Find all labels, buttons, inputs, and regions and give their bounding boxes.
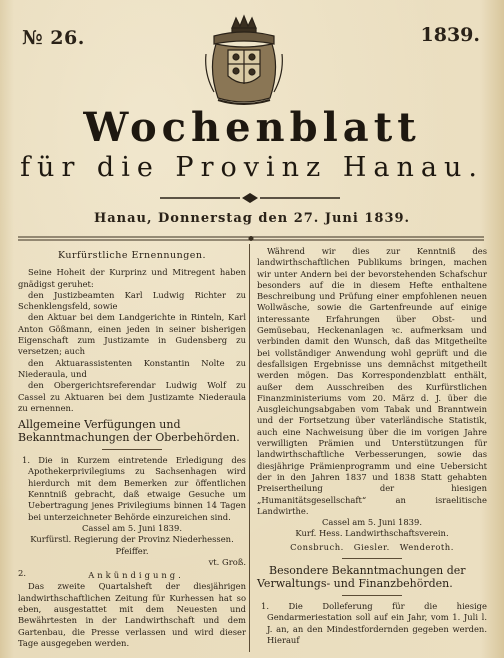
- masthead-title: Wochenblatt: [83, 104, 421, 151]
- announcement-text: Das zweite Quartalsheft der diesjährigen landwirthschaftlichen Zeitung für Kurhessen hat so eben, ausgestattet mit dem Neuesten und Bewährtesten in der Landwirthschaft und dem Gartenbau, die Presse verlassen und wird dieser Tage ausgegeben werden.: [18, 581, 246, 648]
- coat-of-arms-icon: [202, 14, 286, 109]
- signature-row: [257, 542, 487, 553]
- rule: [342, 558, 402, 559]
- paragraph: den Justizbeamten Karl Ludwig Richter zu Schenklengsfeld, sowie: [18, 289, 246, 312]
- signature: Consbruch.: [290, 541, 344, 552]
- signature: Wenderoth.: [399, 541, 454, 552]
- paragraph: den Obergerichtsreferendar Ludwig Wolf zu Cassel zu Aktuaren bei dem Justizamte Niederaula zu ernennen.: [18, 380, 246, 413]
- masthead-subtitle: für die Provinz Hanau.: [20, 152, 484, 183]
- issue-number: № 26.: [22, 27, 85, 49]
- notice-authority: Kurfürstl. Regierung der Provinz Niederhessen.: [30, 534, 234, 545]
- announcement-title: Ankündigung.: [88, 570, 184, 581]
- notice-authority: Kurf. Hess. Landwirthschaftsverein.: [295, 528, 449, 539]
- section-title-ernennungen: Kurfürstliche Ernennungen.: [57, 250, 207, 261]
- notice-date: Cassel am 5. Juni 1839.: [81, 522, 182, 533]
- issue-year: 1839.: [420, 24, 480, 46]
- item-number: 2.: [18, 568, 26, 579]
- announcement-header: [18, 568, 246, 581]
- right-column: [257, 246, 487, 646]
- paragraph: Seine Hoheit der Kurprinz und Mitregent haben gnädigst geruhet:: [18, 267, 246, 289]
- column-divider: [249, 244, 250, 652]
- header-rule: [18, 236, 484, 242]
- paragraph: den Aktuarassistenten Konstantin Nolte zu Niederaula, und: [18, 357, 246, 379]
- rule: [342, 595, 402, 596]
- paragraph-main: Während wir dies zur Kenntniß des landwirthschaftlichen Publikums bringen, machen wir unter Andern bei der bevorstehenden Schafschur besonders auf die in diesem Hefte enthaltene Beschreibung und Prüfung einer empfohlenen neuen Wollwäsche, sowie die Gartenfreunde auf einige interessante Erfahrungen über Obst- und Gemüsebau, Heckenanlagen ꝛc. aufmerksam und verbinden damit den Wunsch, daß das Mitgetheilte bei vollständiger Anwendung wohl geprüft und die desfallsigen Ergebnisse uns demnächst mitgetheilt werden mögen. Das Korrespondenzblatt enthält, außer dem Ausschreiben des Kurfürstlichen Finanzministeriums vom 20. März d. J. über die Ausgleichungsabgaben vom Tabak und Branntwein und der Fortsetzung über vaterländische Statistik, auch eine Nachweisung über die im vorigen Jahre verwilligten Prämien und Unterstützungen für landwirthschaftliche Verbesserungen, sowie das diesjährige Prämienprogramm und eine Uebersicht der in den Jahren 1837 und 1838 Statt gehabten Preisertheilung der hiesigen „Humanitätsgesellschaft“ an israelitische Landwirthe.: [257, 246, 487, 516]
- rule: [102, 449, 162, 450]
- dateline: Hanau, Donnerstag den 27. Juni 1839.: [93, 211, 411, 226]
- signature: Giesler.: [353, 541, 390, 552]
- left-column: [18, 246, 246, 649]
- notice-countersign: vt. Groß.: [208, 556, 246, 567]
- ornament-divider: [100, 192, 400, 204]
- notice-item-1: 1. Die in Kurzem eintretende Erledigung des Apothekerprivilegiums zu Sachsenhagen wird hierdurch mit dem Bemerken zur öffentlichen Kenntniß gebracht, daß etwaige Gesuche um Uebertragung jenes Privilegiums binnen 14 Tagen bei unterzeichneter Behörde einzureichen sind.: [22, 455, 246, 522]
- notice-date: Cassel am 5. Juni 1839.: [321, 517, 422, 528]
- paragraph: den Aktuar bei dem Landgerichte in Rinteln, Karl Anton Gößmann, einen jeden in seiner bisherigen Eigenschaft zum Justizamte in Gudensberg zu versetzen; auch: [18, 312, 246, 357]
- notice-item-1: 1. Die Dolleferung für die hiesige Gendarmeriestation soll auf ein Jahr, vom 1. Juli l. J. an, an den Mindestfordernden gegeben werden. Hierauf: [261, 601, 487, 645]
- section-heading-bekanntmachungen: Besondere Bekanntmachungen der Verwaltungs- und Finanzbehörden.: [257, 564, 466, 591]
- section-heading-verfuegungen: Allgemeine Verfügungen und Bekanntmachungen der Oberbehörden.: [18, 418, 240, 445]
- notice-signature: Pfeiffer.: [115, 545, 149, 556]
